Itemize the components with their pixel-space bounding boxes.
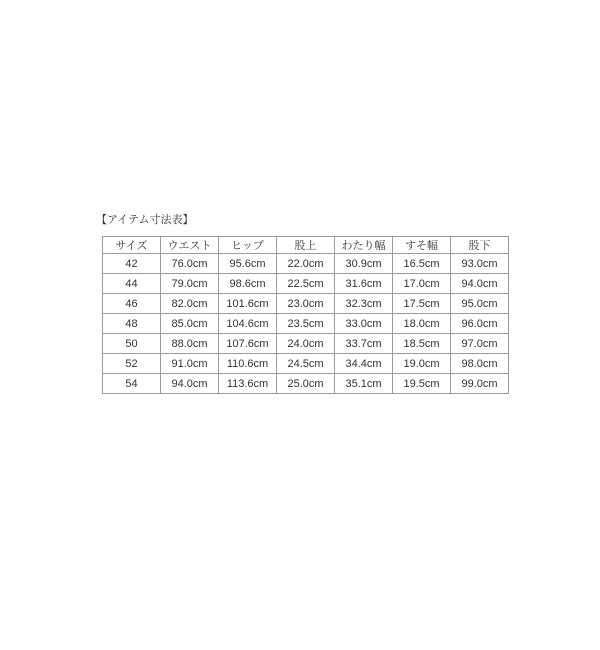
table-cell: 50 — [103, 334, 161, 354]
table-cell: 42 — [103, 254, 161, 274]
column-header-4: わたり幅 — [335, 237, 393, 254]
table-cell: 95.0cm — [451, 294, 509, 314]
table-cell: 18.5cm — [393, 334, 451, 354]
table-cell: 94.0cm — [161, 374, 219, 394]
table-cell: 104.6cm — [219, 314, 277, 334]
table-cell: 79.0cm — [161, 274, 219, 294]
table-cell: 101.6cm — [219, 294, 277, 314]
column-header-0: サイズ — [103, 237, 161, 254]
table-cell: 52 — [103, 354, 161, 374]
table-cell: 33.7cm — [335, 334, 393, 354]
table-cell: 94.0cm — [451, 274, 509, 294]
table-cell: 88.0cm — [161, 334, 219, 354]
size-chart-body — [103, 254, 509, 394]
column-header-1: ウエスト — [161, 237, 219, 254]
table-row — [103, 294, 509, 314]
table-cell: 46 — [103, 294, 161, 314]
table-cell: 35.1cm — [335, 374, 393, 394]
table-cell: 82.0cm — [161, 294, 219, 314]
table-cell: 98.0cm — [451, 354, 509, 374]
table-cell: 113.6cm — [219, 374, 277, 394]
table-cell: 24.5cm — [277, 354, 335, 374]
table-cell: 76.0cm — [161, 254, 219, 274]
table-cell: 34.4cm — [335, 354, 393, 374]
table-cell: 95.6cm — [219, 254, 277, 274]
column-header-3: 股上 — [277, 237, 335, 254]
table-cell: 19.0cm — [393, 354, 451, 374]
table-cell: 25.0cm — [277, 374, 335, 394]
table-cell: 22.5cm — [277, 274, 335, 294]
table-row — [103, 254, 509, 274]
column-header-2: ヒップ — [219, 237, 277, 254]
table-cell: 19.5cm — [393, 374, 451, 394]
table-cell: 33.0cm — [335, 314, 393, 334]
size-chart-header — [103, 237, 509, 254]
table-cell: 91.0cm — [161, 354, 219, 374]
table-cell: 93.0cm — [451, 254, 509, 274]
table-cell: 32.3cm — [335, 294, 393, 314]
table-cell: 24.0cm — [277, 334, 335, 354]
table-cell: 23.5cm — [277, 314, 335, 334]
table-cell: 97.0cm — [451, 334, 509, 354]
size-chart-title: 【アイテム寸法表】 — [96, 214, 194, 226]
table-cell: 23.0cm — [277, 294, 335, 314]
table-cell: 31.6cm — [335, 274, 393, 294]
table-cell: 54 — [103, 374, 161, 394]
table-row — [103, 374, 509, 394]
table-row — [103, 274, 509, 294]
header-row — [103, 237, 509, 254]
table-cell: 107.6cm — [219, 334, 277, 354]
table-cell: 17.0cm — [393, 274, 451, 294]
table-cell: 22.0cm — [277, 254, 335, 274]
column-header-5: すそ幅 — [393, 237, 451, 254]
table-row — [103, 334, 509, 354]
table-row — [103, 314, 509, 334]
table-cell: 48 — [103, 314, 161, 334]
table-row — [103, 354, 509, 374]
table-cell: 17.5cm — [393, 294, 451, 314]
table-cell: 18.0cm — [393, 314, 451, 334]
table-cell: 16.5cm — [393, 254, 451, 274]
table-cell: 96.0cm — [451, 314, 509, 334]
column-header-6: 股下 — [451, 237, 509, 254]
table-cell: 110.6cm — [219, 354, 277, 374]
size-chart-table — [102, 236, 509, 394]
table-cell: 44 — [103, 274, 161, 294]
table-cell: 99.0cm — [451, 374, 509, 394]
table-cell: 30.9cm — [335, 254, 393, 274]
table-cell: 98.6cm — [219, 274, 277, 294]
table-cell: 85.0cm — [161, 314, 219, 334]
